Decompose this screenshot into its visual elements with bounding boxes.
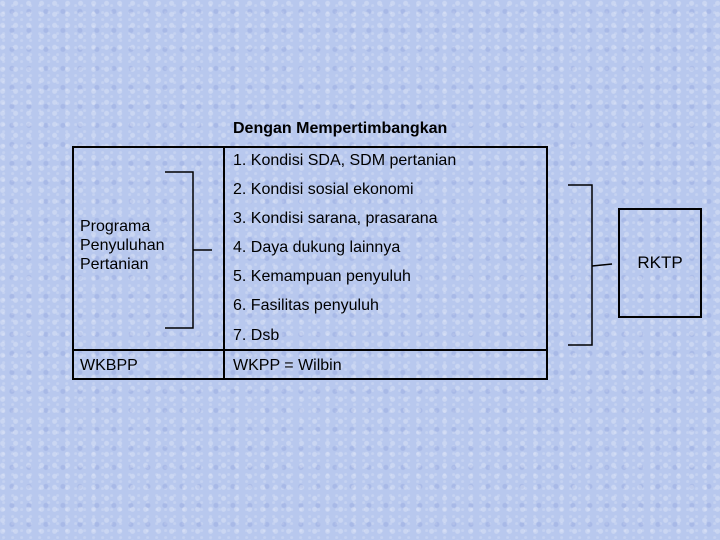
item-4: 4. Daya dukung lainnya: [233, 239, 401, 256]
right-bracket-arrow: [592, 264, 612, 266]
bottom-left-label: WKBPP: [80, 357, 138, 374]
item-3: 3. Kondisi sarana, prasarana: [233, 210, 438, 227]
left-label: Programa Penyuluhan Pertanian: [80, 218, 165, 273]
bottom-right-label: WKPP = Wilbin: [233, 357, 342, 374]
item-2: 2. Kondisi sosial ekonomi: [233, 181, 414, 198]
item-7: 7. Dsb: [233, 327, 280, 344]
item-6: 6. Fasilitas penyuluh: [233, 297, 379, 314]
output-box-label: RKTP: [637, 253, 683, 272]
heading: Dengan Mempertimbangkan: [233, 120, 448, 137]
item-5: 5. Kemampuan penyuluh: [233, 268, 411, 285]
output-box: [618, 208, 702, 318]
right-bracket: [568, 185, 592, 345]
item-1: 1. Kondisi SDA, SDM pertanian: [233, 152, 457, 169]
